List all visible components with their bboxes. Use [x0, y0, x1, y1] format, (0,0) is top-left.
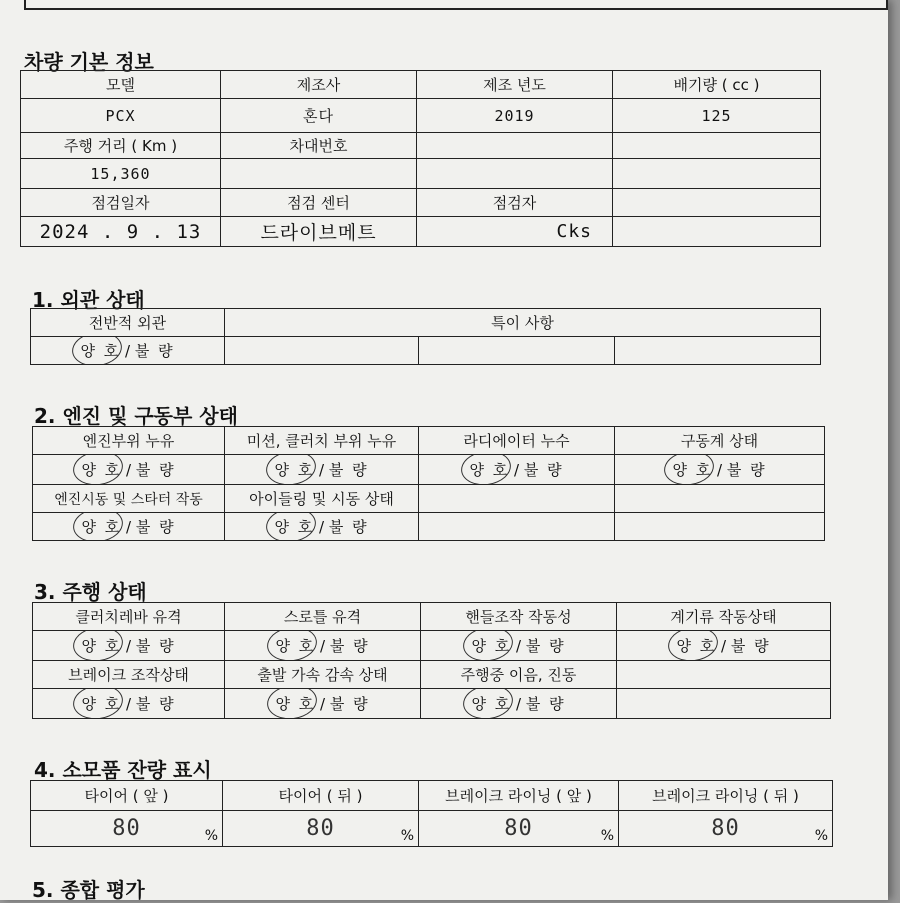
consumable-item: 타이어 ( 앞 )	[31, 781, 223, 811]
rating-cell	[33, 631, 225, 661]
cc-label: 배기량 ( cc )	[613, 71, 821, 99]
option-sep: /	[125, 637, 132, 655]
top-box	[24, 0, 888, 10]
rating-cell	[225, 631, 421, 661]
selection-circle	[70, 337, 124, 365]
option-bad: 불 량	[329, 695, 370, 713]
option-good: 양 호	[469, 459, 509, 480]
notes-label: 특이 사항	[225, 309, 821, 337]
engine-item: 엔진시동 및 스타터 작동	[33, 485, 225, 513]
mileage-value: 15,360	[21, 159, 221, 189]
blank-cell	[617, 661, 831, 689]
option-good: 양 호	[471, 693, 511, 714]
consumable-cell	[223, 811, 419, 847]
percent-unit: %	[400, 828, 414, 844]
selection-circle	[71, 631, 125, 661]
selection-circle	[666, 631, 720, 661]
option-sep: /	[720, 637, 727, 655]
consumables-table	[30, 780, 833, 847]
blank-cell	[417, 159, 613, 189]
option-good: 양 호	[81, 635, 121, 656]
blank-cell	[419, 513, 615, 541]
driving-item: 핸들조작 작동성	[421, 603, 617, 631]
engine-item: 미션, 클러치 부위 누유	[225, 427, 419, 455]
option-sep: /	[515, 637, 522, 655]
consumable-cell	[619, 811, 833, 847]
blank-cell	[615, 485, 825, 513]
maker-value: 혼다	[221, 99, 417, 133]
percent-unit: %	[600, 828, 614, 844]
selection-circle	[459, 455, 513, 485]
option-bad: 불 량	[730, 637, 771, 655]
rating-cell	[225, 513, 419, 541]
blank-cell	[417, 133, 613, 159]
option-good: 양 호	[274, 516, 314, 537]
option-bad: 불 량	[726, 461, 767, 479]
section-engine-title: 2. 엔진 및 구동부 상태	[34, 404, 238, 428]
section-basic-title: 차량 기본 정보	[24, 50, 154, 74]
option-sep: /	[125, 695, 132, 713]
option-sep: /	[513, 461, 520, 479]
engine-item: 라디에이터 누수	[419, 427, 615, 455]
option-bad: 불 량	[135, 695, 176, 713]
option-bad: 불 량	[328, 461, 369, 479]
rating-cell	[33, 455, 225, 485]
option-bad: 불 량	[329, 637, 370, 655]
blank-cell	[615, 337, 821, 365]
option-good: 양 호	[672, 459, 712, 480]
date-label: 점검일자	[21, 189, 221, 217]
driving-item: 클러치레바 유격	[33, 603, 225, 631]
selection-circle	[264, 455, 318, 485]
selection-circle	[265, 689, 319, 719]
option-sep: /	[515, 695, 522, 713]
mileage-label: 주행 거리 ( Km )	[21, 133, 221, 159]
rating-cell	[33, 513, 225, 541]
blank-cell	[613, 159, 821, 189]
consumable-value: 80	[306, 816, 335, 841]
selection-circle	[71, 689, 125, 719]
date-value: 2024 . 9 . 13	[21, 217, 221, 247]
selection-circle	[265, 631, 319, 661]
selection-circle	[461, 689, 515, 719]
inspector-signature: Cks	[417, 217, 613, 247]
driving-item: 스로틀 유격	[225, 603, 421, 631]
option-good: 양 호	[80, 340, 120, 361]
rating-cell	[421, 689, 617, 719]
option-sep: /	[125, 461, 132, 479]
section-driving-title: 3. 주행 상태	[34, 580, 147, 604]
option-sep: /	[319, 695, 326, 713]
consumable-item: 브레이크 라이닝 ( 앞 )	[419, 781, 619, 811]
driving-table	[32, 602, 831, 719]
option-sep: /	[318, 461, 325, 479]
consumable-cell	[31, 811, 223, 847]
option-sep: /	[124, 342, 131, 360]
option-sep: /	[318, 518, 325, 536]
driving-item: 브레이크 조작상태	[33, 661, 225, 689]
inspector-label: 점검자	[417, 189, 613, 217]
exterior-rating	[31, 337, 225, 365]
engine-item: 엔진부위 누유	[33, 427, 225, 455]
blank-cell	[613, 133, 821, 159]
rating-cell	[225, 689, 421, 719]
option-good: 양 호	[274, 459, 314, 480]
rating-cell	[33, 689, 225, 719]
option-good: 양 호	[676, 635, 716, 656]
driving-item: 주행중 이음, 진동	[421, 661, 617, 689]
basic-info-table	[20, 70, 821, 247]
option-sep: /	[319, 637, 326, 655]
percent-unit: %	[814, 828, 828, 844]
option-bad: 불 량	[525, 695, 566, 713]
blank-cell	[613, 217, 821, 247]
option-bad: 불 량	[135, 637, 176, 655]
year-label: 제조 년도	[417, 71, 613, 99]
option-sep: /	[125, 518, 132, 536]
section-consumables-title: 4. 소모품 잔량 표시	[34, 758, 212, 782]
driving-item: 출발 가속 감속 상태	[225, 661, 421, 689]
option-good: 양 호	[81, 693, 121, 714]
option-good: 양 호	[81, 516, 121, 537]
rating-cell	[225, 455, 419, 485]
blank-cell	[613, 189, 821, 217]
plate-label: 차대번호	[221, 133, 417, 159]
blank-cell	[617, 689, 831, 719]
model-value: PCX	[21, 99, 221, 133]
consumable-value: 80	[504, 816, 533, 841]
option-sep: /	[716, 461, 723, 479]
rating-cell	[421, 631, 617, 661]
blank-cell	[615, 513, 825, 541]
consumable-value: 80	[112, 816, 141, 841]
rating-cell	[617, 631, 831, 661]
option-bad: 불 량	[328, 518, 369, 536]
engine-table	[32, 426, 825, 541]
selection-circle	[264, 513, 318, 541]
option-bad: 불 량	[135, 461, 176, 479]
section-exterior-title: 1. 외관 상태	[32, 288, 145, 312]
percent-unit: %	[204, 828, 218, 844]
section-overall-title: 5. 종합 평가	[32, 878, 145, 902]
blank-cell	[225, 337, 419, 365]
option-good: 양 호	[275, 635, 315, 656]
option-bad: 불 량	[135, 518, 176, 536]
blank-cell	[419, 337, 615, 365]
blank-cell	[419, 485, 615, 513]
option-good: 양 호	[81, 459, 121, 480]
year-value: 2019	[417, 99, 613, 133]
option-good: 양 호	[471, 635, 511, 656]
selection-circle	[71, 455, 125, 485]
consumable-item: 타이어 ( 뒤 )	[223, 781, 419, 811]
center-label: 점검 센터	[221, 189, 417, 217]
maker-label: 제조사	[221, 71, 417, 99]
consumable-value: 80	[711, 816, 740, 841]
rating-cell	[419, 455, 615, 485]
consumable-cell	[419, 811, 619, 847]
driving-item: 계기류 작동상태	[617, 603, 831, 631]
option-good: 양 호	[275, 693, 315, 714]
option-bad: 불 량	[134, 342, 175, 360]
engine-item: 아이들링 및 시동 상태	[225, 485, 419, 513]
model-label: 모델	[21, 71, 221, 99]
consumable-item: 브레이크 라이닝 ( 뒤 )	[619, 781, 833, 811]
exterior-item-label: 전반적 외관	[31, 309, 225, 337]
cc-value: 125	[613, 99, 821, 133]
option-bad: 불 량	[525, 637, 566, 655]
selection-circle	[662, 455, 716, 485]
blank-cell	[221, 159, 417, 189]
selection-circle	[461, 631, 515, 661]
option-bad: 불 량	[523, 461, 564, 479]
exterior-table	[30, 308, 821, 365]
rating-cell	[615, 455, 825, 485]
center-value: 드라이브메트	[221, 217, 417, 247]
selection-circle	[71, 513, 125, 541]
engine-item: 구동계 상태	[615, 427, 825, 455]
